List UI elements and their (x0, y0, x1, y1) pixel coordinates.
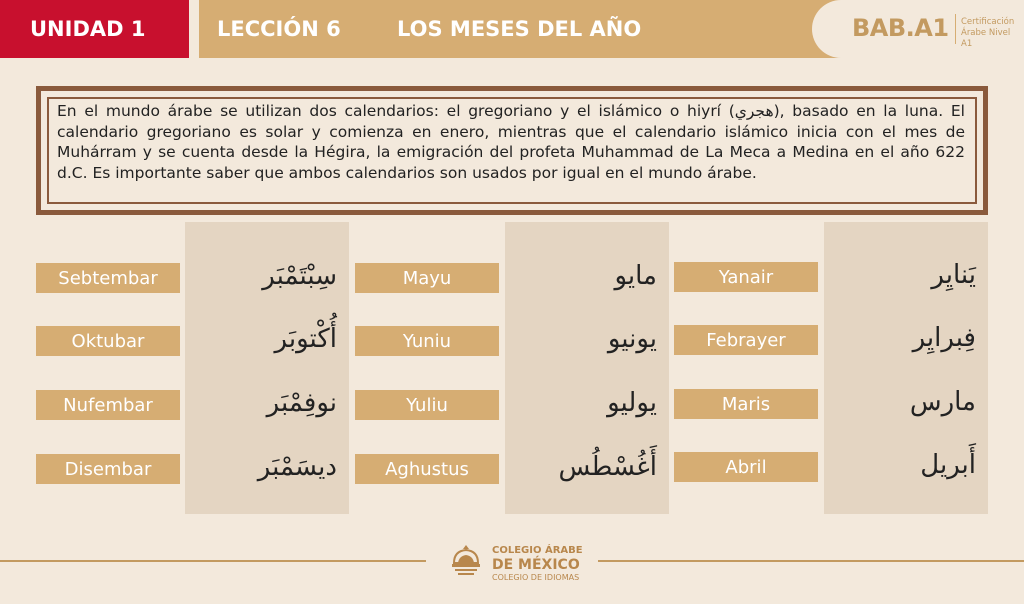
brand-subtitle-line1: Certificación (961, 17, 1015, 27)
month-arabic-october: أُكْتوبَر (274, 324, 337, 354)
month-arabic-june: يونيو (607, 324, 657, 354)
month-arabic-march: مارس (909, 387, 976, 417)
month-latin-april: Abril (674, 452, 818, 482)
lesson-label: LECCIÓN 6 (217, 17, 341, 41)
brand-divider (955, 14, 956, 44)
month-arabic-july: يوليو (607, 388, 657, 418)
month-latin-february: Febrayer (674, 325, 818, 355)
month-arabic-january: يَنايِر (931, 260, 976, 290)
month-arabic-november: نوفِمْبَر (266, 388, 337, 418)
month-latin-november: Nufembar (36, 390, 180, 420)
brand-subtitle (961, 17, 1024, 50)
intro-paragraph: En el mundo árabe se utilizan dos calendarios: el gregoriano y el islámico o hiyrí (هجري), basado en la luna. El calendario gregoriano es solar y comienza en enero, mientras que el calendario islámico inicia con el mes de Muhárram y se cuenta desde la Hégira, la emigración del profeta Muhammad de La Meca a Medina en el año 622 d.C. Es importante saber que ambos calendarios son usados por igual en el mundo árabe. (57, 102, 965, 182)
unit-label: UNIDAD 1 (0, 0, 189, 58)
month-arabic-february: فِبرايِر (912, 323, 976, 353)
brand-logo: BAB.A1 (852, 14, 949, 42)
month-latin-may: Mayu (355, 263, 499, 293)
month-arabic-august: أَغُسْطُس (558, 452, 657, 482)
month-latin-january: Yanair (674, 262, 818, 292)
brand-subtitle-line2: Árabe Nivel A1 (961, 28, 1011, 49)
month-arabic-may: مايو (614, 261, 657, 291)
school-logo-icon (449, 543, 483, 577)
month-arabic-april: أَبريل (920, 450, 976, 480)
month-latin-september: Sebtembar (36, 263, 180, 293)
month-latin-august: Aghustus (355, 454, 499, 484)
lesson-title: LOS MESES DEL AÑO (397, 17, 642, 41)
footer-school-line3: COLEGIO DE IDIOMAS (492, 573, 580, 582)
footer-school-line2: DE MÉXICO (492, 557, 580, 573)
header (0, 0, 1024, 58)
footer-line-left (0, 560, 426, 562)
month-latin-december: Disembar (36, 454, 180, 484)
month-latin-march: Maris (674, 389, 818, 419)
month-arabic-december: ديسَمْبَر (257, 452, 337, 482)
footer-school-line1: COLEGIO ÁRABE (492, 545, 583, 556)
month-arabic-september: سِبْتَمْبَر (262, 261, 337, 291)
month-latin-october: Oktubar (36, 326, 180, 356)
month-latin-june: Yuniu (355, 326, 499, 356)
footer-line-right (598, 560, 1024, 562)
month-latin-july: Yuliu (355, 390, 499, 420)
intro-frame (36, 86, 988, 215)
